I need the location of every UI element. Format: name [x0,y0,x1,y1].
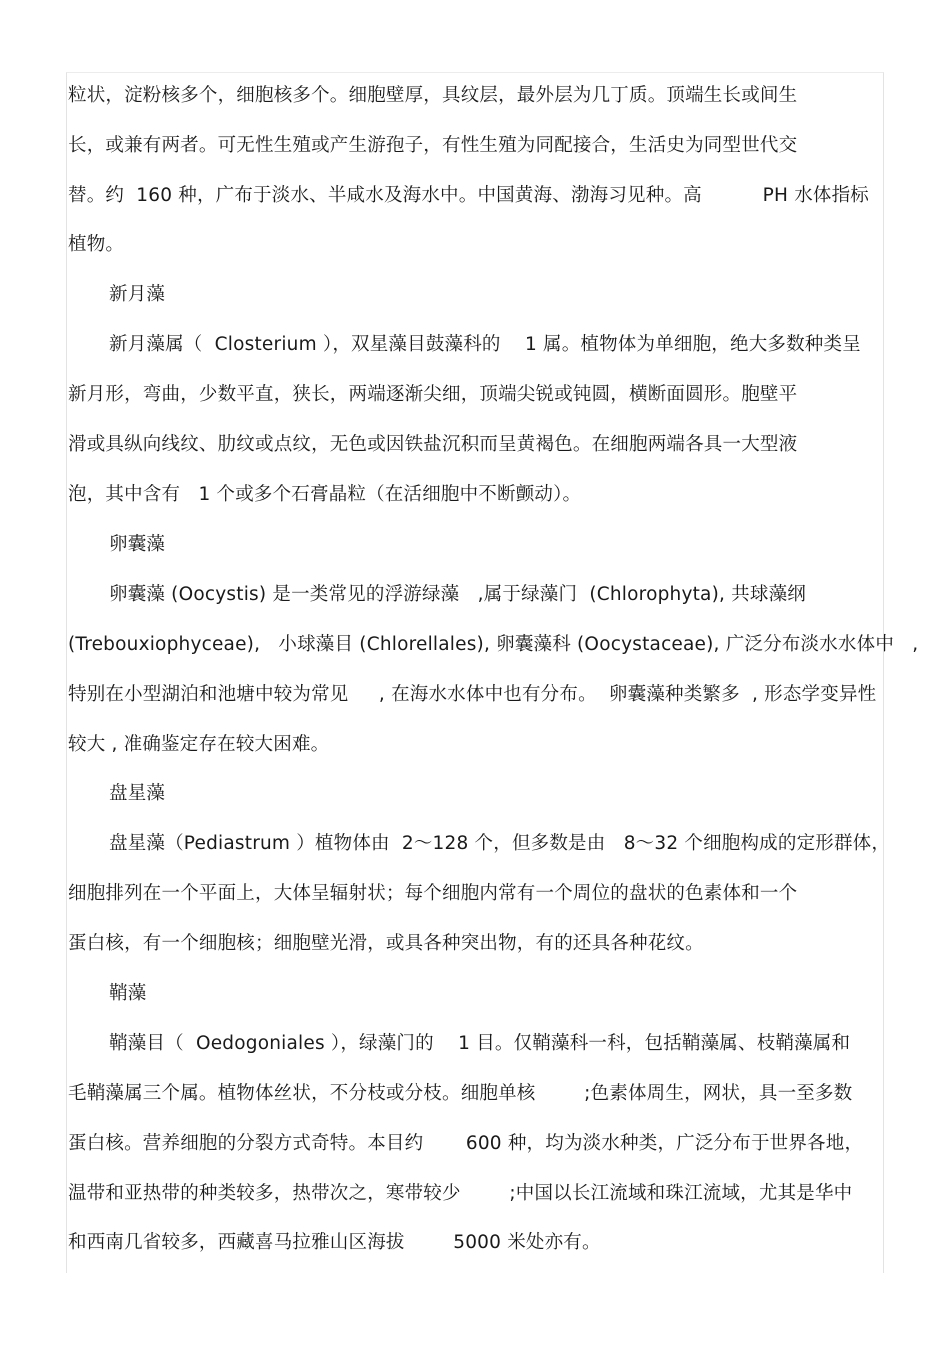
paragraph-line: 泡，其中含有 1 个或多个石膏晶粒（在活细胞中不断颤动）。 [68,484,582,505]
paragraph-line: 蛋白核。营养细胞的分裂方式奇特。本目约 600 种，均为淡水种类，广泛分布于世界各地， [68,1133,864,1154]
paragraph-line: 蛋白核，有一个细胞核；细胞壁光滑，或具各种突出物，有的还具各种花纹。 [68,933,704,954]
paragraph-line: 替。约 160 种，广布于淡水、半咸水及海水中。中国黄海、渤海习见种。高 PH 水体指标 [68,185,870,206]
paragraph-line: 卵囊藻 (Oocystis) 是一类常见的浮游绿藻 ,属于绿藻门 (Chlorophyta), 共球藻纲 [109,584,806,605]
paragraph-line: 细胞排列在一个平面上，大体呈辐射状；每个细胞内常有一个周位的盘状的色素体和一个 [68,883,798,904]
paragraph-line: 温带和亚热带的种类较多，热带次之，寒带较少 ;中国以长江流域和珠江流域，尤其是华中 [68,1183,853,1204]
paragraph-line: 盘星藻（Pediastrum ）植物体由 2～128 个，但多数是由 8～32 个细胞构成的定形群体， [109,833,891,854]
paragraph-line: 滑或具纵向线纹、肋纹或点纹，无色或因铁盐沉积而呈黄褐色。在细胞两端各具一大型液 [68,434,798,455]
paragraph-line: 毛鞘藻属三个属。植物体丝状，不分枝或分枝。细胞单核 ;色素体周生，网状，具一至多数 [68,1083,853,1104]
paragraph-line: 较大 , 准确鉴定存在较大困难。 [68,734,330,755]
paragraph-line: 粒状，淀粉核多个，细胞核多个。细胞壁厚，具纹层，最外层为几丁质。顶端生长或间生 [68,85,798,106]
paragraph-line: 特别在小型湖泊和池塘中较为常见 , 在海水水体中也有分布。 卵囊藻种类繁多 , 形态学变异性 [68,684,877,705]
paragraph-line: 新月藻属（ Closterium ），双星藻目鼓藻科的 1 属。植物体为单细胞，绝大多数种类呈 [109,334,861,355]
section-heading-xinyuezao: 新月藻 [109,284,166,305]
paragraph-line: 和西南几省较多，西藏喜马拉雅山区海拔 5000 米处亦有。 [68,1232,601,1253]
paragraph-line: 植物。 [68,234,125,255]
paragraph-line: (Trebouxiophyceae), 小球藻目 (Chlorellales), 卵囊藻科 (Oocystaceae), 广泛分布淡水水体中 , [68,634,919,655]
section-heading-luannangzao: 卵囊藻 [109,534,166,555]
section-heading-panxingzao: 盘星藻 [109,783,166,804]
paragraph-line: 长，或兼有两者。可无性生殖或产生游孢子，有性生殖为同配接合，生活史为同型世代交 [68,135,798,156]
section-heading-qiaozao: 鞘藻 [109,983,147,1004]
paragraph-line: 鞘藻目（ Oedogoniales ），绿藻门的 1 目。仅鞘藻科一科，包括鞘藻属、枝鞘藻属和 [109,1033,851,1054]
paragraph-line: 新月形，弯曲，少数平直，狭长，两端逐渐尖细，顶端尖锐或钝圆，横断面圆形。胞壁平 [68,384,798,405]
